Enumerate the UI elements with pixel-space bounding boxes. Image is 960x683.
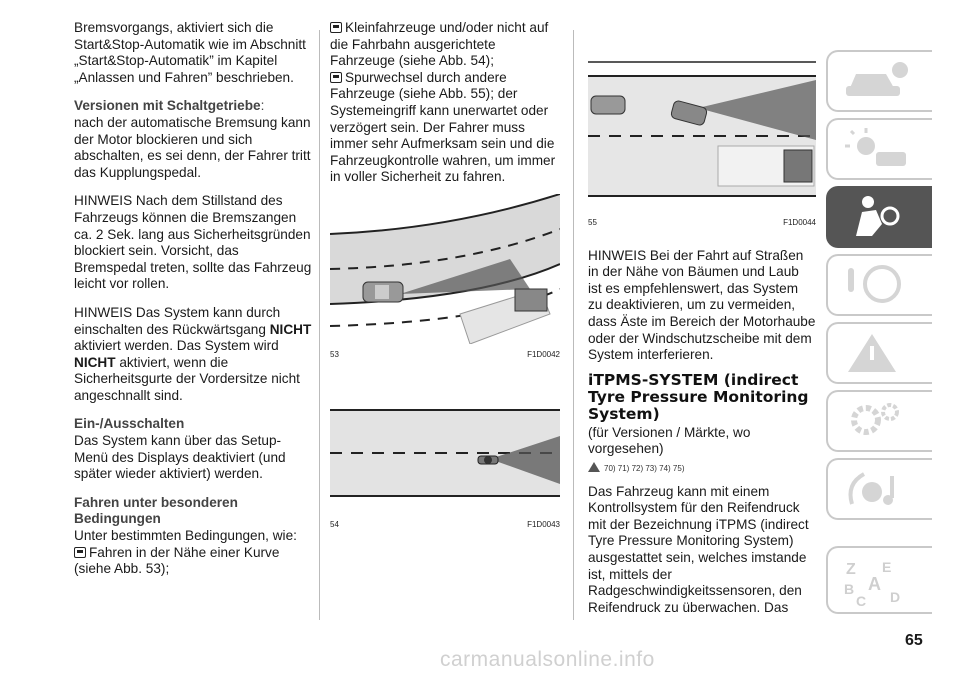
- tab-steering[interactable]: [826, 254, 932, 316]
- dashboard-lights-icon: [842, 126, 912, 172]
- tab-maintenance[interactable]: [826, 390, 932, 452]
- text: HINWEIS Das System kann durch einschalten des Rückwärtsgang: [74, 304, 281, 337]
- svg-text:A: A: [868, 574, 881, 594]
- tab-multimedia[interactable]: [826, 458, 932, 520]
- paragraph: nach der automatische Bremsung kann der Motor blockieren und sich abschalten, es sei denn, der Fahrer tritt das Kupplungspedal.: [74, 114, 311, 180]
- heading-ein-aus: Ein-/Ausschalten: [74, 416, 185, 432]
- warning-triangle-icon: [842, 330, 912, 376]
- text: aktiviert werden. Das System wird: [74, 338, 279, 354]
- figure-code: F1D0042: [527, 349, 560, 359]
- heading-fahren: Fahren unter besonderen Bedingungen: [74, 494, 238, 527]
- index-abc-icon: [842, 554, 912, 608]
- safety-airbag-icon: [842, 194, 912, 240]
- tab-emergency[interactable]: [826, 322, 932, 384]
- paragraph: (für Versionen / Märkte, wo vorgesehen): [588, 424, 751, 457]
- bullet-item: [74, 545, 312, 578]
- watermark: carmanualsonline.info: [440, 648, 655, 671]
- figure-caption: [330, 517, 560, 534]
- bullet-text: Fahren in der Nähe einer Kurve (siehe Abb. 53);: [74, 544, 280, 577]
- paragraph: [74, 305, 312, 405]
- figure-55: [588, 20, 816, 232]
- paragraph: HINWEIS Nach dem Stillstand des Fahrzeugs können die Bremszangen ca. 2 Sek. lang aus Sicherheitsgründen blockiert sein. Vorsicht, das Bremspedal treten, sollte das Fahrzeug leicht vor rollen.: [74, 193, 312, 292]
- svg-text:Z: Z: [846, 561, 856, 578]
- svg-text:B: B: [844, 581, 855, 597]
- gears-icon: [842, 398, 912, 444]
- bullet-item: [330, 20, 560, 70]
- emphasis: NICHT: [269, 321, 312, 337]
- svg-text:C: C: [856, 593, 867, 608]
- figure-54: [330, 396, 560, 534]
- figure-number: 55: [588, 218, 597, 227]
- paragraph: Das Fahrzeug kann mit einem Kontrollsystem für den Reifendruck mit der Bezeichnung iTPMS (indirect Tyre Pressure Monitoring System) ausgestattet sein, welches imstande ist, mittels der Radgeschwindigkeitssensoren, den Reifendruck zu überwachen. Das: [588, 483, 809, 615]
- lane-change-illustration: [588, 20, 816, 212]
- motorcycle-road-illustration: [330, 396, 560, 514]
- car-bullet-icon: [330, 22, 342, 33]
- car-info-icon: [842, 58, 912, 104]
- svg-text:D: D: [890, 589, 901, 605]
- paragraph: HINWEIS Bei der Fahrt auf Straßen in der Nähe von Bäumen und Laub ist es empfehlenswert, das System zu deaktivieren, um zu vermeiden, dass Äste im Bereich der Motorhaube oder der Windschutzscheibe mit dem System interferieren.: [588, 247, 816, 363]
- svg-text:E: E: [882, 559, 892, 575]
- emphasis: NICHT: [74, 354, 116, 370]
- heading-text: Versionen mit Schaltgetriebe: [74, 98, 261, 114]
- tab-safety[interactable]: [826, 186, 932, 248]
- heading-versionen: Versionen mit Schaltgetriebe:: [74, 98, 265, 114]
- steering-wheel-icon: [842, 262, 912, 308]
- car-bullet-icon: [74, 547, 86, 558]
- paragraph: Das System kann über das Setup-Menü des Displays deaktiviert (und später wieder aktiviert) werden.: [74, 433, 286, 482]
- bullet-item: [330, 70, 560, 186]
- tab-index[interactable]: [826, 546, 932, 614]
- figure-53: [330, 194, 560, 364]
- column-1: [74, 20, 312, 578]
- paragraph: Bremsvorgangs, aktiviert sich die Start&Stop-Automatik wie im Abschnitt „Start&Stop-Automatik” im Kapitel „Anlassen und Fahren” beschrieben.: [74, 20, 306, 85]
- figure-number: 54: [330, 519, 339, 529]
- multimedia-icon: [842, 466, 912, 512]
- section-title-itpms: iTPMS-SYSTEM (indirect Tyre Pressure Monitoring System): [588, 370, 809, 423]
- car-bullet-icon: [330, 72, 342, 83]
- column-divider: [573, 30, 574, 620]
- figure-code: F1D0043: [527, 519, 560, 529]
- text: aktiviert, wenn die Sicherheitsgurte der Vordersitze nicht angeschnallt sind.: [74, 354, 300, 403]
- warning-triangle-icon: [588, 462, 600, 472]
- curve-road-illustration: [330, 194, 560, 344]
- column-divider: [319, 30, 320, 620]
- figure-number: 53: [330, 349, 339, 359]
- bullet-text: Spurwechsel durch andere Fahrzeuge (siehe Abb. 55); der Systemeingriff kann unerwartet oder verzögert sein. Der Fahrer muss immer sehr Aufmerksam sein und die Fahrzeugkontrolle wahren, um immer in voller Sicherheit zu fahren.: [330, 69, 556, 185]
- figure-caption: [588, 215, 816, 232]
- figure-caption: [330, 347, 560, 364]
- figure-code: F1D0044: [783, 218, 816, 227]
- tab-dashboard-lights[interactable]: [826, 118, 932, 180]
- paragraph: Unter bestimmten Bedingungen, wie:: [74, 528, 297, 544]
- warning-ref-text: 70) 71) 72) 73) 74) 75): [604, 463, 685, 473]
- tab-car-info[interactable]: [826, 50, 932, 112]
- bullet-text: Kleinfahrzeuge und/oder nicht auf die Fahrbahn ausgerichtete Fahrzeuge (siehe Abb. 54);: [330, 20, 549, 69]
- column-2: [330, 20, 560, 533]
- column-3: [588, 20, 816, 616]
- page-number: 65: [905, 632, 923, 649]
- warning-refs: [588, 461, 816, 478]
